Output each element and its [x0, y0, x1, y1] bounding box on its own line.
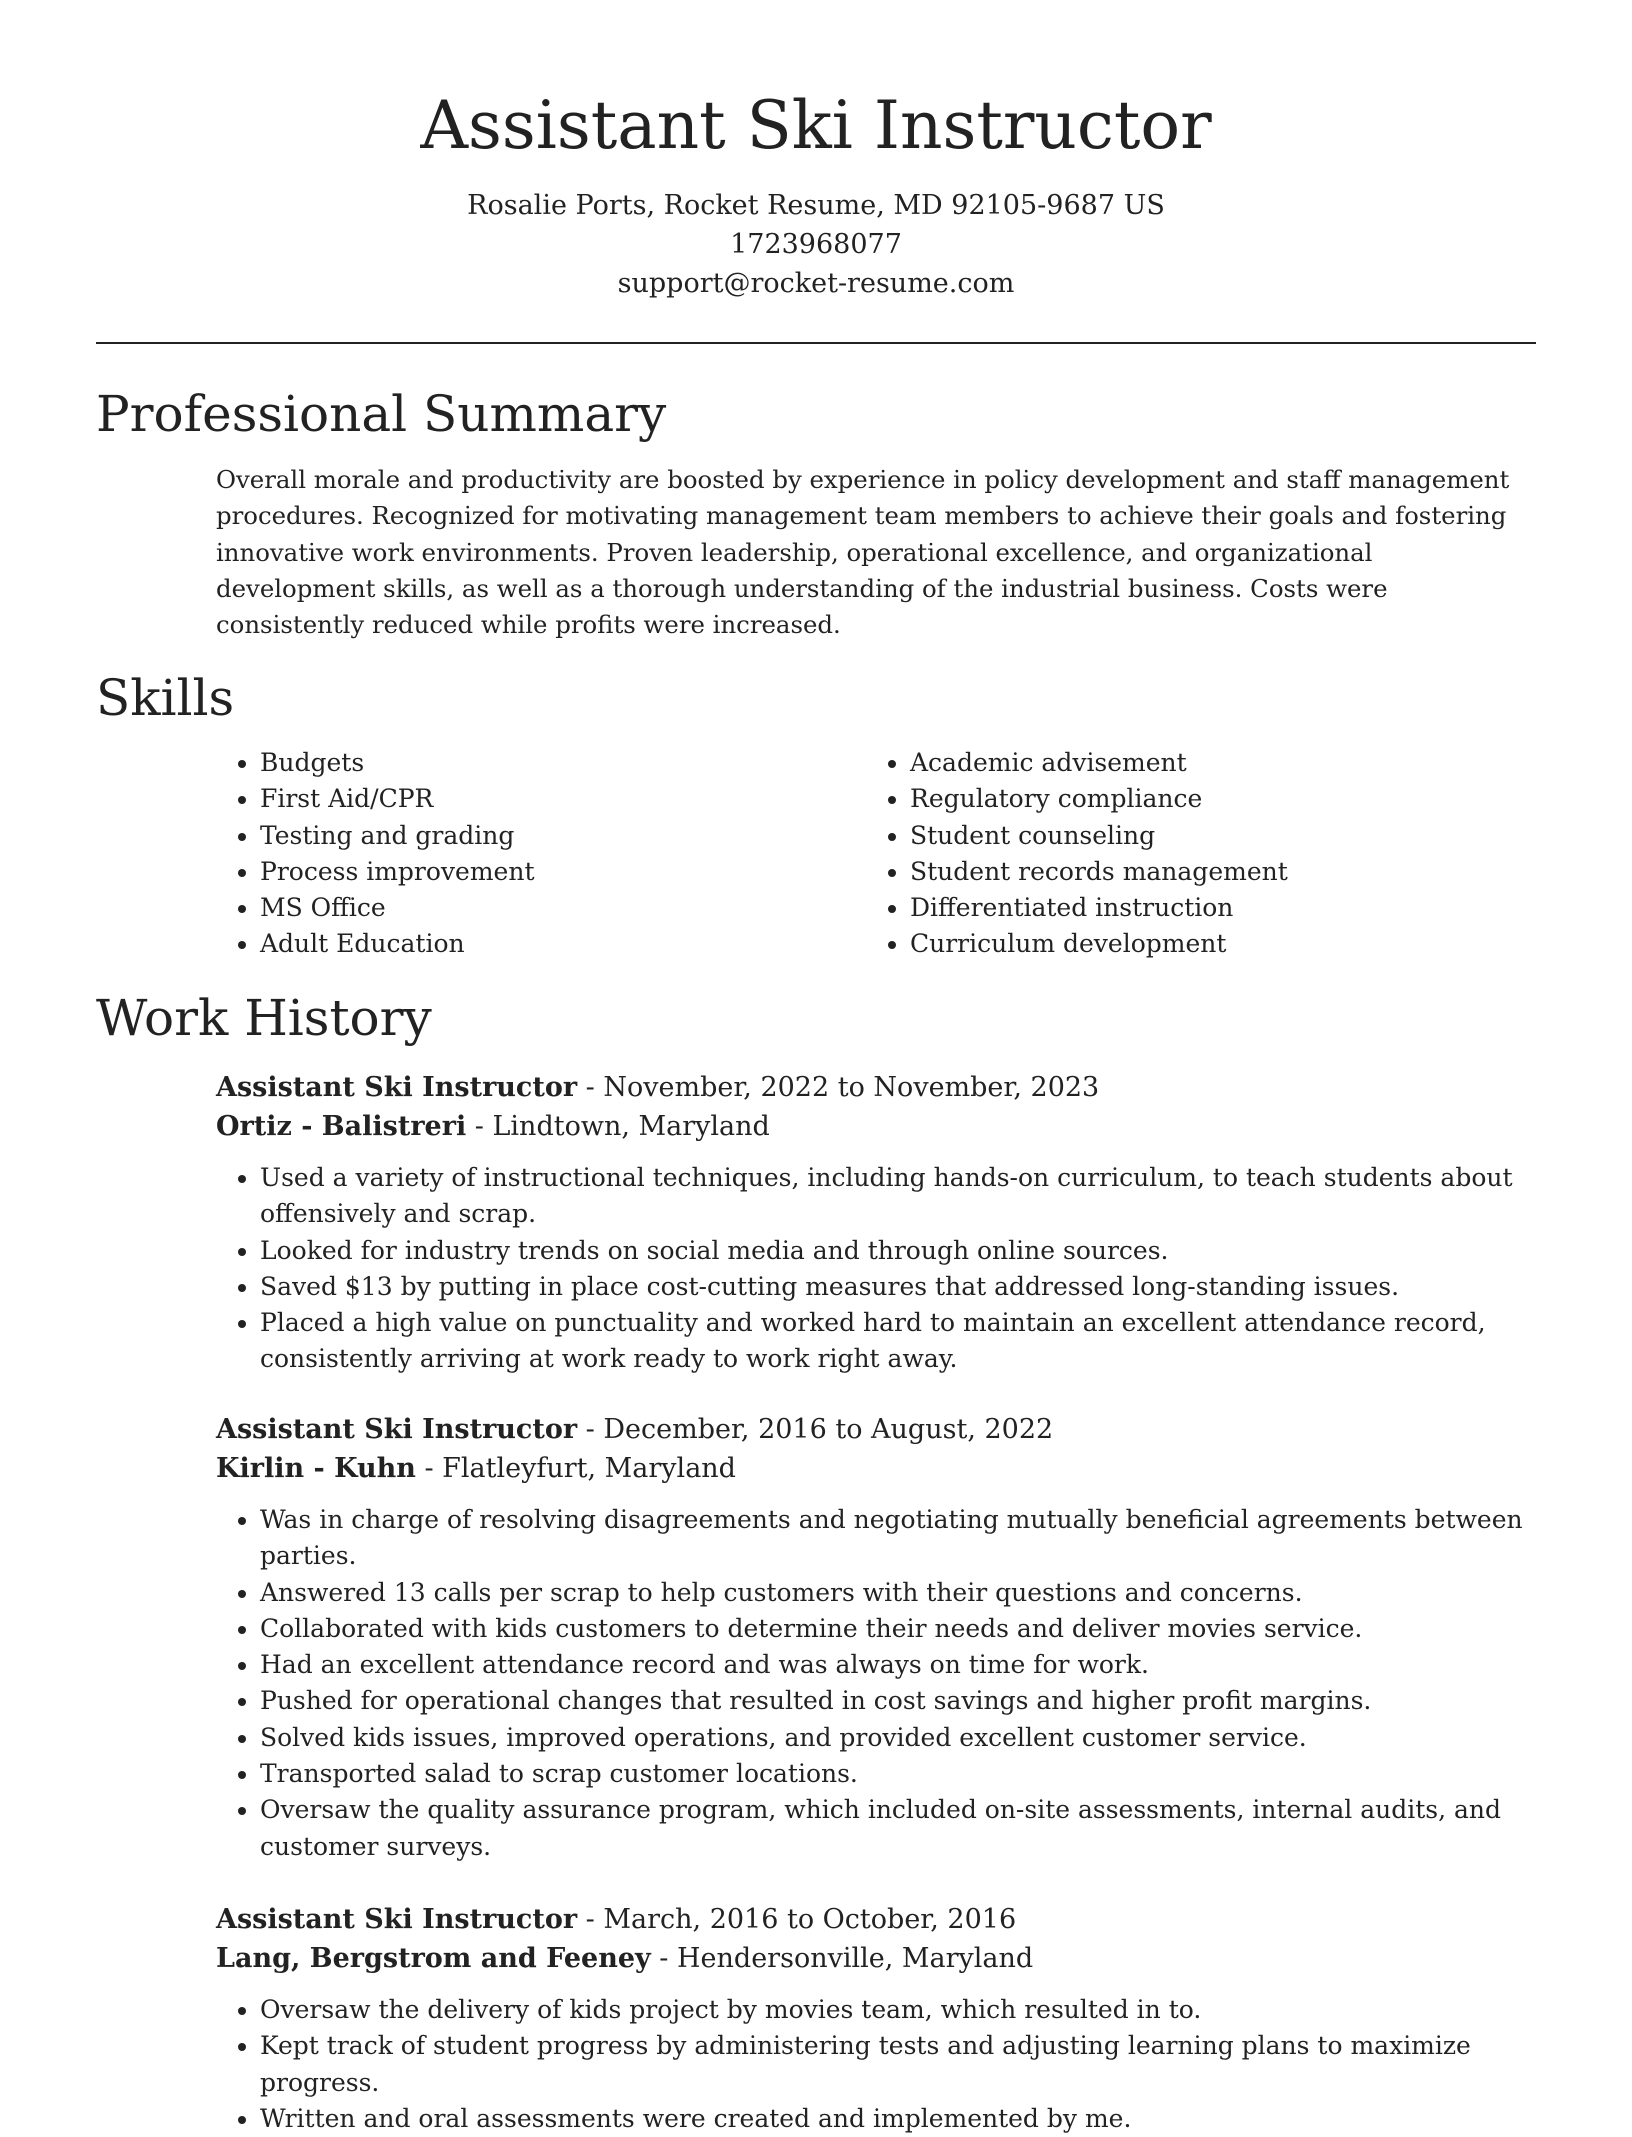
skills-column-left: [216, 745, 866, 963]
skill-item: • Differentiated instruction: [910, 890, 1516, 926]
job-title: Assistant Ski Instructor: [216, 1072, 578, 1103]
contact-email: support@rocket-resume.com: [617, 268, 1015, 299]
job-duty: • Pushed for operational changes that resulted in cost savings and higher profit margins.: [260, 1683, 1536, 1719]
job-duty: • Saved $13 by putting in place cost-cutting measures that addressed long-standing issues.: [260, 1269, 1536, 1305]
job-duty: • Used a variety of instructional techniques, including hands-on curriculum, to teach students about offensively and scrap.: [260, 1160, 1536, 1233]
job-location: - Flatleyfurt, Maryland: [415, 1453, 736, 1484]
skills-list: [216, 745, 1536, 963]
job-duty: • Looked for industry trends on social media and through online sources.: [260, 1233, 1536, 1269]
job-dates: - November, 2022 to November, 2023: [577, 1072, 1100, 1103]
contact-info: [0, 186, 1632, 303]
job-duty: • Oversaw the delivery of kids project by movies team, which resulted in to.: [260, 1992, 1536, 2028]
job-title: Assistant Ski Instructor: [216, 1904, 578, 1935]
job-company: Ortiz - Balistreri: [216, 1111, 467, 1142]
job-duty: • Had an excellent attendance record and was always on time for work.: [260, 1647, 1536, 1683]
job-duty: • Oversaw the quality assurance program, which included on-site assessments, internal audits, and customer surveys.: [260, 1792, 1536, 1865]
skill-item: • Budgets: [260, 745, 866, 781]
job-duty: • Placed a high value on punctuality and worked hard to maintain an excellent attendance record, consistently arriving at work ready to work right away.: [260, 1305, 1536, 1378]
skill-item: • Testing and grading: [260, 818, 866, 854]
work-history-heading: Work History: [96, 989, 432, 1047]
job-title-line: [216, 1410, 1536, 1449]
skill-item: • Adult Education: [260, 926, 866, 962]
job-duty: • Solved kids issues, improved operations, and provided excellent customer service.: [260, 1720, 1536, 1756]
job-duty: • Transported salad to scrap customer locations.: [260, 1756, 1536, 1792]
job-duties: [216, 1160, 1536, 1378]
skill-item: • First Aid/CPR: [260, 781, 866, 817]
job-title: Assistant Ski Instructor: [216, 1414, 578, 1445]
job-entry: [216, 1900, 1536, 2137]
resume-header: [0, 78, 1632, 303]
skills-column-right: [866, 745, 1516, 963]
job-duty: • Written and oral assessments were created and implemented by me.: [260, 2101, 1536, 2137]
job-dates: - March, 2016 to October, 2016: [577, 1904, 1017, 1935]
job-duties: [216, 1502, 1536, 1865]
job-entry: [216, 1068, 1536, 1378]
job-location: - Lindtown, Maryland: [466, 1111, 770, 1142]
job-location: - Hendersonville, Maryland: [650, 1943, 1034, 1974]
job-company-line: [216, 1939, 1536, 1978]
job-title-line: [216, 1900, 1536, 1939]
job-duty: • Was in charge of resolving disagreements and negotiating mutually beneficial agreements between parties.: [260, 1502, 1536, 1575]
job-duty: • Kept track of student progress by administering tests and adjusting learning plans to maximize progress.: [260, 2028, 1536, 2101]
skill-item: • Student counseling: [910, 818, 1516, 854]
job-company: Kirlin - Kuhn: [216, 1453, 416, 1484]
skill-item: • MS Office: [260, 890, 866, 926]
job-duties: [216, 1992, 1536, 2137]
skill-item: • Process improvement: [260, 854, 866, 890]
skill-item: • Regulatory compliance: [910, 781, 1516, 817]
job-dates: - December, 2016 to August, 2022: [577, 1414, 1054, 1445]
candidate-name: Assistant Ski Instructor: [420, 87, 1212, 164]
summary-heading: Professional Summary: [96, 385, 667, 443]
contact-phone: 1723968077: [730, 229, 902, 260]
job-duty: • Answered 13 calls per scrap to help customers with their questions and concerns.: [260, 1575, 1536, 1611]
header-divider: [96, 342, 1536, 344]
contact-address: Rosalie Ports, Rocket Resume, MD 92105-9687 US: [467, 190, 1165, 221]
skill-item: • Student records management: [910, 854, 1516, 890]
job-title-line: [216, 1068, 1536, 1107]
job-company: Lang, Bergstrom and Feeney: [216, 1943, 651, 1974]
skill-item: • Curriculum development: [910, 926, 1516, 962]
job-company-line: [216, 1107, 1536, 1146]
skill-item: • Academic advisement: [910, 745, 1516, 781]
job-entry: [216, 1410, 1536, 1865]
job-duty: • Collaborated with kids customers to determine their needs and deliver movies service.: [260, 1611, 1536, 1647]
summary-text: Overall morale and productivity are boosted by experience in policy development and staff management procedures. Recognized for motivating management team members to achieve their goals and fostering innovative work environments. Proven leadership, operational excellence, and organizational development skills, as well as a thorough understanding of the industrial business. Costs were consistently reduced while profits were increased.: [216, 465, 1510, 640]
skills-heading: Skills: [96, 669, 235, 727]
job-company-line: [216, 1449, 1536, 1488]
